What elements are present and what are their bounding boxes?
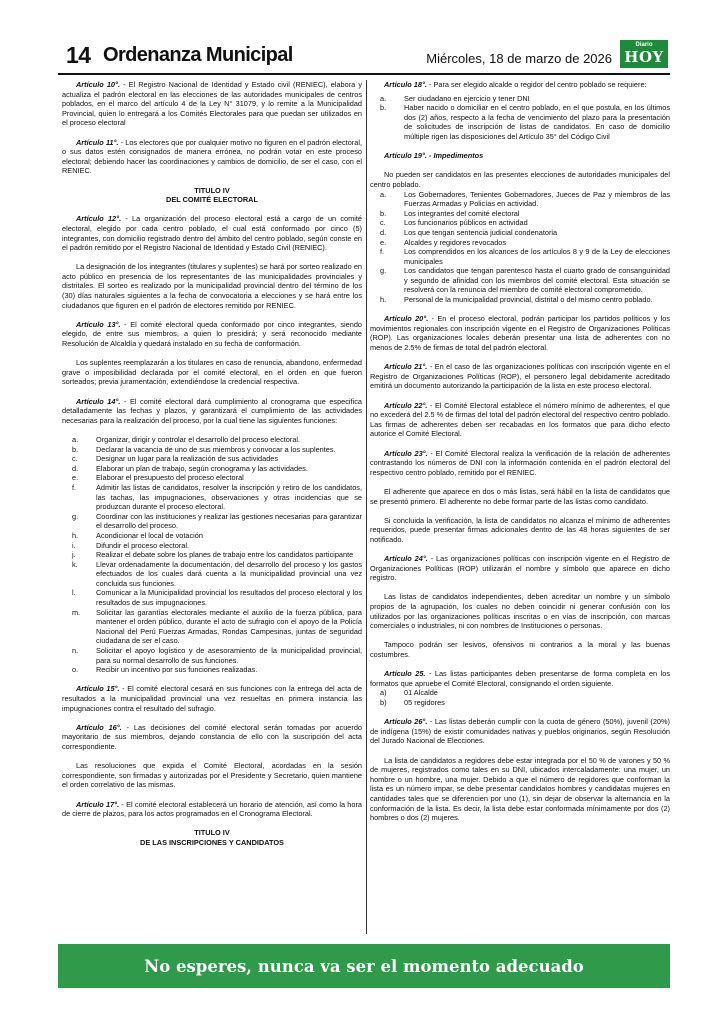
impediment-item (370, 218, 670, 228)
list-marker: i. (72, 540, 76, 550)
page-number: 14 (66, 42, 91, 68)
article-24: Artículo 24°. - Las organizaciones políticas con inscripción vigente en el Registro de Organizaciones Políticas (ROP) utilizarán el nombre y símbolo que aparece en dicho registro. (370, 554, 670, 583)
banner-slogan: No esperes, nunca va ser el momento adecuado (144, 956, 584, 976)
list-marker: c. (380, 218, 386, 228)
article-12: Artículo 12°. - La organización del proceso electoral está a cargo de un comité electoral, elegido por cada centro poblado, el cual está conformado por cinco (5) integrantes, con domicilio registrado dentro del ámbito del centro poblado, según conste en el padrón remitido por el Registro Nacional de Identidad y Estado Civil (RENIEC). (62, 214, 362, 253)
order-item (370, 698, 670, 708)
function-item (62, 608, 362, 646)
list-marker: e. (72, 473, 79, 483)
list-text: Elaborar el presupuesto del proceso electoral (96, 473, 244, 483)
newspaper-logo (620, 40, 668, 68)
article-25: Artículo 25. - Las listas participantes deben presentarse de forma completa en los formatos que apruebe el Comité Electoral, consignando el orden siguiente. (370, 669, 670, 688)
list-marker: b. (380, 103, 387, 113)
impediment-item (370, 228, 670, 238)
list-marker: h. (380, 295, 387, 305)
function-item (62, 512, 362, 531)
section-title: Ordenanza Municipal (103, 44, 293, 66)
function-item (62, 445, 362, 455)
function-item (62, 473, 362, 483)
list-marker: g. (72, 511, 79, 521)
list-text: Realizar el debate sobre los planes de trabajo entre los candidatos participante (96, 550, 354, 560)
issue-date: Miércoles, 18 de marzo de 2026 (426, 51, 612, 66)
list-marker: f. (72, 482, 77, 492)
list-text: Coordinar con las instituciones y realizar las gestiones necesarias para garantizar el desarrollo del proceso. (96, 511, 362, 531)
function-item (62, 560, 362, 589)
article-14: Artículo 14°. - El comité electoral dará cumplimiento al cronograma que especifica detalladamente las fechas y plazos, y garantizará el cumplimiento de las actividades necesarias para la realización del proceso, por la cual tiene las siguientes funciones: (62, 396, 362, 425)
list-marker: l. (72, 588, 76, 598)
list-marker: b) (380, 698, 387, 707)
article-26: Artículo 26°. - Las listas deberán cumplir con la cuota de género (50%), juvenil (20%) de indígena (15%) de existir comunidades nativas y pueblos originarios, según Resolución del Jurado Nacional de Elecciones. (370, 717, 670, 746)
right-column (370, 80, 670, 832)
article-13: Artículo 13°. - El comité electoral queda conformado por cinco integrantes, siendo elegido, de entre sus miembros, a quien lo presidirá; y será reconocido mediante Resolución de Alcaldía y quedará instalado en su fecha de conformación. (62, 319, 362, 349)
list-marker: e. (380, 237, 387, 247)
list-text: Elaborar un plan de trabajo, según cronograma y las actividades. (96, 463, 308, 473)
list-marker: b. (72, 444, 79, 454)
list-text: Recibir un incentivo por sus funciones realizadas. (96, 665, 258, 675)
paragraph-lista: La lista de candidatos a regidores debe estar integrada por el 50 % de varones y 50 % de mujeres, registrados como tales en su DNI, ubicados intercaladamente: una mujer, un hombre o un hombre, una mujer. Debido a que el número de regidores que conforman la lista es un número impar, se debe presentar candidatos hombres y candidatas mujeres en cantidades tales que se diferencien por uno (1), sin dejar de observar la alternancia en la conformación de la lista. Es decir, la lista debe estar conformada mínimamente por dos (2) hombres o dos (2) mujeres. (370, 755, 670, 823)
list-text: Comunicar a la Municipalidad provincial los resultados del proceso electoral y los resultados de sus impugnaciones. (96, 588, 362, 608)
impediments-list (370, 190, 670, 305)
impediment-item (370, 209, 670, 219)
impediment-item (370, 295, 670, 305)
list-marker: d. (72, 463, 79, 473)
column-divider (366, 80, 367, 934)
list-marker: a) (380, 688, 387, 698)
bottom-banner (58, 944, 670, 988)
list-text: Los comprendidos en los alcances de los artículos 8 y 9 de la Ley de elecciones municipales (404, 247, 670, 266)
order-list (370, 688, 670, 707)
list-text: Designar un lugar para la realización de sus actividades (96, 454, 279, 464)
function-item (62, 464, 362, 474)
list-text: Organizar, dirigir y controlar el desarrollo del proceso electoral. (96, 434, 301, 444)
article-10: Artículo 10°. - El Registro Nacional de Identidad y Estado civil (RENIEC), elabora y actualiza el padrón electoral en las elecciones de las autoridades municipales de centros poblados, en el marco del artículo 4 de la Ley N° 31079, y lo remite a la Municipalidad Provincial, quien lo entregará a los Comités Electorales para que puedan ser utilizados en el proceso electoral (62, 80, 362, 128)
function-item (62, 531, 362, 541)
function-item (62, 541, 362, 551)
article-21: Artículo 21°. - En el caso de las organizaciones políticas con inscripción vigente en el Registro de Organizaciones Políticas (ROP), el personero legal debidamente acreditado emitirá un documento autorizando la participación de la lista en este proceso electoral. (370, 362, 670, 391)
list-text: 01 Alcalde (404, 688, 438, 698)
list-text: Los integrantes del comité electoral (404, 208, 520, 218)
article-20: Artículo 20°. - En el proceso electoral, podrán participar los partidos políticos y los movimientos regionales con inscripción vigente en el Registro de Organizaciones Políticas (ROP). Las organizaciones locales deberán presentar una lista de adherentes con no menos de 2.5% de firmas de total del padrón electoral. (370, 314, 670, 353)
list-text: Haber nacido o domiciliar en el centro poblado, en el que postula, en los últimos dos (2) años, respecto a la fecha de vencimiento del plazo para la presentación de solicitudes de inscripción de listas de candidatos. En caso de domicilio múltiple rigen las disposiciones del Artículo 35° del Código Civil (404, 103, 670, 141)
list-text: Los funcionarios públicos en actividad (404, 218, 528, 228)
article-22: Artículo 22°. - El Comité Electoral establece el número mínimo de adherentes, el que no excederá del 2.5 % de firmas del total del padrón electoral del respectivo centro poblado. Las firmas de adherentes deben ser recabadas en los formatos que para dicho efecto autorice el Comité Electoral. (370, 400, 670, 439)
list-marker: d. (380, 227, 387, 237)
logo-top-text: Diario (635, 42, 653, 48)
article-23: Artículo 23°. - El Comité Electoral realiza la verificación de la relación de adherentes contrastando los números de DNI con la información contenida en el padrón electoral del respectivo centro poblado, remitido por el RENIEC. (370, 448, 670, 477)
function-item (62, 454, 362, 464)
paragraph-verificacion: Si concluida la verificación, la lista de candidatos no alcanza el mínimo de adherentes requeridos, puede presentar firmas adicionales dentro de las 48 horas siguientes de ser notificado. (370, 515, 670, 544)
list-marker: a. (380, 189, 387, 199)
list-text: Admitir las listas de candidatos, resolver la inscripción y retiro de los candidatos, las tachas, las impugnaciones, observaciones y otras incidencias que se produzcan durante el proceso electoral. (96, 482, 362, 512)
list-marker: a. (72, 434, 79, 444)
function-item (62, 550, 362, 560)
paragraph-tampoco: Tampoco podrán ser lesivos, ofensivos ni contrarios a la moral y las buenas costumbres. (370, 640, 670, 660)
left-column (62, 80, 362, 848)
title-iv-b-subheading: DE LAS INSCRIPCIONES Y CANDIDATOS (140, 837, 284, 847)
list-marker: a. (380, 93, 387, 103)
article-15: Artículo 15°. - El comité electoral cesará en sus funciones con la entrega del acta de resultados a la municipalidad provincial una vez resueltas en primera instancia las impugnaciones contra el resultado del sufragio. (62, 684, 362, 713)
requirement-item (370, 103, 670, 141)
list-marker: o. (72, 665, 79, 675)
list-text: Solicitar las garantías electorales mediante el auxilio de la fuerza pública, para mantener el orden público, durante el acto de sufragio con el apoyo de la Policía Nacional del Perú Fuerzas Armadas, Rondas Campesinas, juntas de seguridad ciudadana de ser el caso. (96, 607, 362, 646)
list-text: Declarar la vacancia de uno de sus miembros y convocar a los suplentes. (96, 444, 336, 454)
impediment-item (370, 266, 670, 295)
list-marker: j. (72, 550, 76, 560)
page-header (58, 40, 670, 70)
list-marker: h. (72, 530, 79, 540)
paragraph-designacion: La designación de los integrantes (titulares y suplentes) se hará por sorteo realizado en acto público en presencia de los representantes de las municipalidades provinciales y distritales. El sorteo es realizado por la municipalidad provincial dentro del término de los (30) días naturales siguientes a la fecha de convocatoria a elecciones y se hará entre los ciudadanos que figuren en el padrón de electores remitido por RENIEC. (62, 262, 362, 310)
functions-list (62, 435, 362, 675)
article-18: Artículo 18°. - Para ser elegido alcalde o regidor del centro poblado se requiere: (384, 80, 647, 89)
list-text: 05 regidores (404, 698, 445, 707)
title-iv-subheading: DEL COMITÉ ELECTORAL (166, 195, 258, 205)
list-marker: b. (380, 208, 387, 218)
function-item (62, 665, 362, 675)
title-iv-heading: TITULO IV (194, 185, 230, 195)
paragraph-adherente: El adherente que aparece en dos o más listas, será hábil en la lista de candidatos que se presentó primero. El adherente no debe formar parte de las listas como candidato. (370, 486, 670, 506)
list-text: Personal de la municipalidad provincial, distrital o del mismo centro poblado. (404, 295, 653, 305)
requirements-list (370, 94, 670, 142)
article-16: Artículo 16°. - Las decisiones del comité electoral serán tomadas por acuerdo mayoritario de sus miembros, dejando constancia de ello con la suscripción del acta correspondiente. (62, 722, 362, 751)
function-item (62, 646, 362, 665)
list-text: Los Gobernadores, Tenientes Gobernadores, Jueces de Paz y miembros de las Fuerzas Armadas y Policías en actividad. (404, 189, 670, 209)
list-marker: f. (380, 247, 385, 257)
impediment-item (370, 247, 670, 266)
list-text: Llevar ordenadamente la documentación, del desarrollo del proceso y los gastos efectuados de los cuales dará cuenta a la municipalidad provincial una vez concluida sus funciones. (96, 559, 362, 588)
logo-main-text: HOY (624, 48, 664, 66)
function-item (62, 588, 362, 607)
impediment-item (370, 190, 670, 209)
title-iv-b-heading: TITULO IV (194, 828, 230, 838)
header-rule (58, 73, 670, 75)
list-text: Ser ciudadano en ejercicio y tener DNI (404, 93, 530, 103)
list-text: Solicitar el apoyo logístico y de asesoramiento de la municipalidad provincial, para su normal desarrollo de sus funciones. (96, 646, 362, 665)
paragraph-resoluciones: Las resoluciones que expida el Comité Electoral, acordadas en la sesión correspondiente, son firmadas y autorizadas por el Presidente y Secretario, quien mantiene el orden correlativo de las mismas. (62, 761, 362, 790)
function-item (62, 483, 362, 512)
list-text: Acondicionar el local de votación (96, 530, 203, 540)
list-marker: k. (72, 559, 78, 569)
function-item (62, 435, 362, 445)
article-19-heading: Artículo 19°. - Impedimentos (384, 151, 484, 161)
requirement-item (370, 94, 670, 104)
paragraph-suplentes: Los suplentes reemplazarán a los titulares en caso de renuncia, abandono, enfermedad grave o imposibilidad declarada por el comité electoral, en el orden en que fueron sorteados; previa juramentación, extendiéndose la credencial respectiva. (62, 358, 362, 387)
list-marker: m. (72, 607, 81, 617)
order-item (370, 688, 670, 698)
list-text: Difundir el proceso electoral. (96, 540, 190, 550)
paragraph-independientes: Las listas de candidatos independientes, deben acreditar un nombre y un símbolo propios de la agrupación, los cuales no deben coincidir ni generar confusión con los utilizados por las organizaciones políticas inscritas o en vías de inscripción, con marcas comerciales o industriales, ni con nombres de Instituciones o personas. (370, 592, 670, 631)
list-text: Alcaldes y regidores revocados (404, 237, 507, 247)
list-marker: n. (72, 646, 79, 656)
impediment-item (370, 238, 670, 248)
article-17: Artículo 17°. - El comité electoral establecerá un horario de atención, así como la hora de cierre de plazos, para los actos programados en el Cronograma Electoral. (62, 799, 362, 819)
list-marker: g. (380, 266, 387, 276)
list-marker: c. (72, 454, 78, 464)
list-text: Los candidatos que tengan parentesco hasta el cuarto grado de consanguinidad y segundo de afinidad con los miembros del comité electoral. Esta situación se resolverá con la renuncia del miembro de comité electoral comprometido. (404, 266, 670, 295)
article-19-intro: No pueden ser candidatos en las presentes elecciones de autoridades municipales del centro poblado. (370, 170, 670, 189)
article-11: Artículo 11°. - Los electores que por cualquier motivo no figuren en el padrón electoral, o sus datos estén consignados de manera errónea, no podrán votar en este proceso electoral; debiendo hacer las coordinaciones y cambios de domicilio, de ser el caso, con el RENIEC. (62, 137, 362, 176)
list-text: Los que tengan sentencia judicial condenatoria (404, 227, 558, 237)
